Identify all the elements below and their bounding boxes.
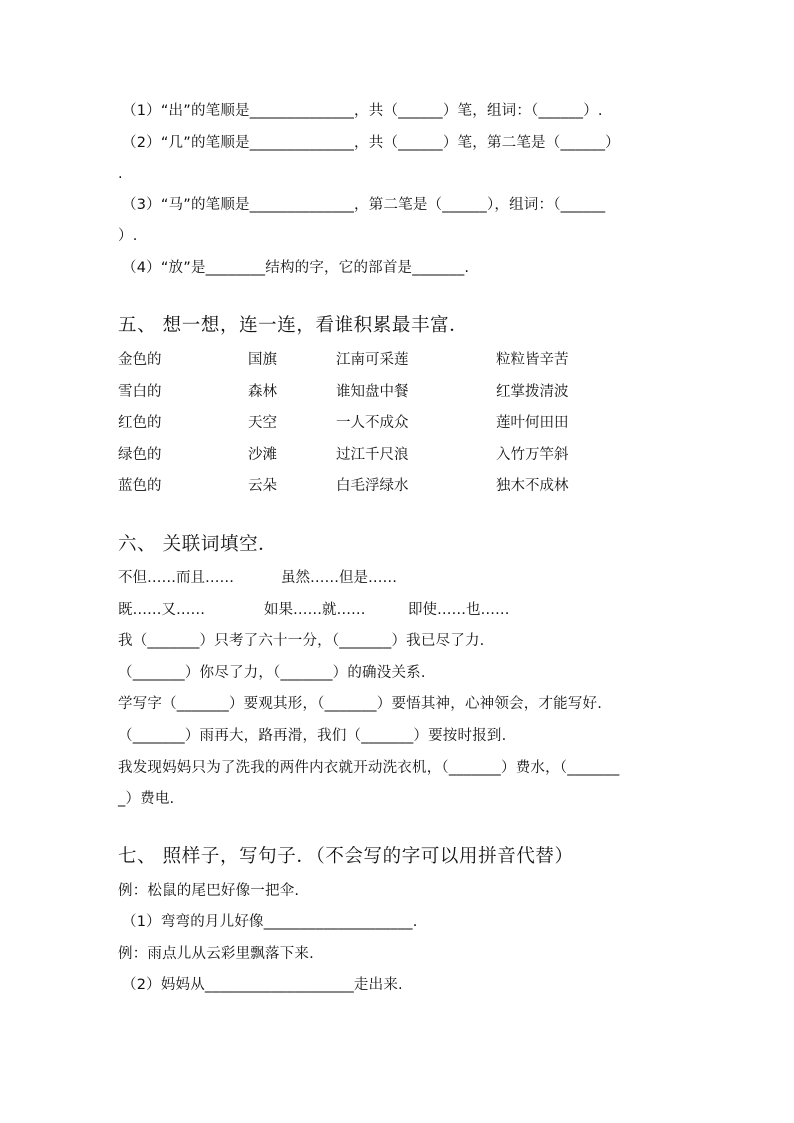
matching-col-1-item: 蓝色的 <box>118 478 162 494</box>
conjunction-pair: 既……又…… <box>118 602 205 618</box>
matching-col-3-item: 一人不成众 <box>336 415 409 431</box>
matching-col-2-item: 森林 <box>248 384 277 400</box>
section-5-heading: 五、 想一想，连一连，看谁积累最丰富． <box>118 315 469 336</box>
matching-col-2-item: 天空 <box>248 415 277 431</box>
fill-sentence-2: （_______）你尽了力，（_______）的确没关系. <box>118 665 426 681</box>
conjunction-pair: 如果……就…… <box>264 602 366 618</box>
matching-col-4-item: 独木不成林 <box>496 478 569 494</box>
fill-sentence-5-continuation: _）费电. <box>118 791 175 807</box>
matching-col-1-item: 红色的 <box>118 415 162 431</box>
conjunction-pair: 即使……也…… <box>408 602 510 618</box>
section-6-heading: 六、 关联词填空． <box>118 534 278 555</box>
matching-col-1-item: 雪白的 <box>118 384 162 400</box>
question-4-3: （3）“马”的笔顺是______________，第二笔是（______），组词：（______ <box>122 197 606 213</box>
rewrite-question-2: （2）妈妈从____________________走出来. <box>122 977 403 993</box>
matching-col-3-item: 过江千尺浪 <box>336 447 409 463</box>
question-4-1: （1）“出”的笔顺是______________，共（______）笔，组词：（______）. <box>122 103 603 119</box>
rewrite-question-1: （1）弯弯的月儿好像____________________. <box>122 914 418 930</box>
question-4-2-continuation: . <box>118 166 123 182</box>
question-4-4: （4）“放”是________结构的字，它的部首是_______. <box>122 260 470 276</box>
example-sentence-1: 例：松鼠的尾巴好像一把伞. <box>118 883 300 899</box>
matching-col-4-item: 粒粒皆辛苦 <box>496 352 569 368</box>
fill-sentence-4: （_______）雨再大，路再滑，我们（_______）要按时报到. <box>118 728 507 744</box>
example-sentence-2: 例：雨点儿从云彩里飘落下来. <box>118 946 314 962</box>
matching-col-3-item: 白毛浮绿水 <box>336 478 409 494</box>
question-4-3-continuation: ）. <box>118 228 138 244</box>
fill-sentence-3: 学写字（_______）要观其形，（_______）要悟其神，心神领会，才能写好. <box>118 696 603 712</box>
section-7-heading: 七、 照样子，写句子．（不会写的字可以用拼音代替） <box>118 846 574 867</box>
matching-col-3-item: 江南可采莲 <box>336 352 409 368</box>
matching-col-4-item: 入竹万竿斜 <box>496 447 569 463</box>
conjunction-pair: 不但……而且…… <box>118 570 234 586</box>
question-4-2: （2）“几”的笔顺是______________，共（______）笔，第二笔是（______） <box>122 135 620 151</box>
matching-col-2-item: 云朵 <box>248 478 277 494</box>
matching-col-2-item: 国旗 <box>248 352 277 368</box>
matching-col-1-item: 金色的 <box>118 352 162 368</box>
fill-sentence-5: 我发现妈妈只为了洗我的两件内衣就开动洗衣机，（_______）费水，（_______ <box>118 760 620 776</box>
conjunction-pair: 虽然……但是…… <box>281 570 397 586</box>
matching-col-4-item: 红掌拨清波 <box>496 384 569 400</box>
fill-sentence-1: 我（_______）只考了六十一分，（_______）我已尽了力. <box>118 633 485 649</box>
matching-col-4-item: 莲叶何田田 <box>496 415 569 431</box>
matching-col-1-item: 绿色的 <box>118 447 162 463</box>
matching-col-3-item: 谁知盘中餐 <box>336 384 409 400</box>
matching-col-2-item: 沙滩 <box>248 447 277 463</box>
